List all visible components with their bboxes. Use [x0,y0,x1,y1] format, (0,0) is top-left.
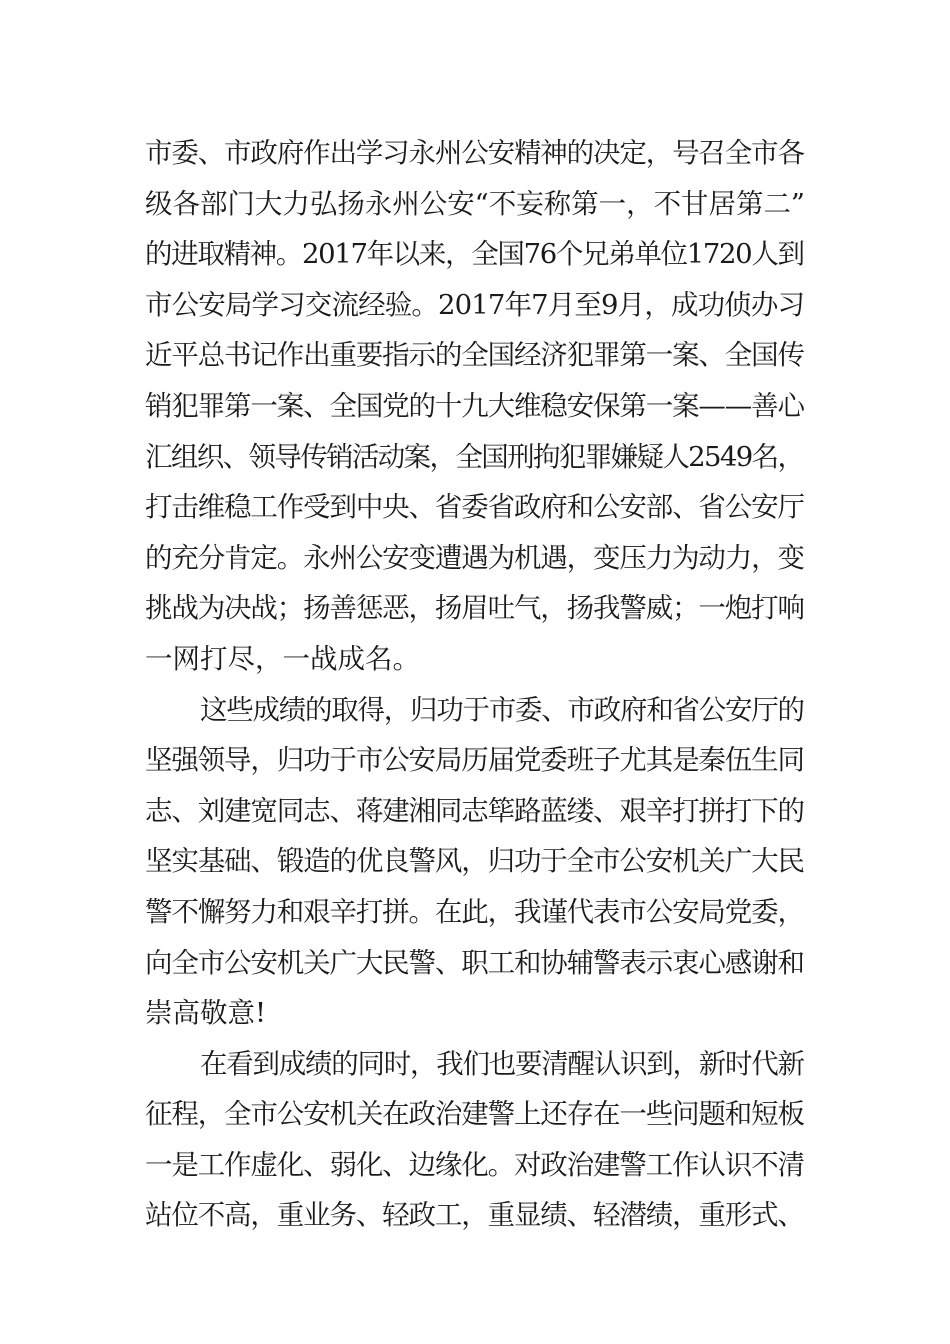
line-text: 坚实基础、锻造的优良警风，归功于全市公安机关广大民 [145,845,804,878]
text-line [145,634,805,685]
line-text: 志、刘建宽同志、蒋建湘同志筚路蓝缕、艰辛打拼打下的 [145,794,804,827]
line-text: 近平总书记作出重要指示的全国经济犯罪第一案、全国传 [145,339,804,372]
line-text: 警不懈努力和艰辛打拼。在此，我谨代表市公安局党委， [145,895,804,928]
text-line [145,988,805,1039]
text-line [145,685,805,736]
body-text [145,128,805,1241]
line-text: 一是工作虚化、弱化、边缘化。对政治建警工作认识不清 [145,1148,804,1181]
line-text: 的进取精神。2017年以来，全国76个兄弟单位1720人到 [145,238,804,271]
text-line [145,836,805,887]
text-line [145,179,805,230]
text-line [145,1089,805,1140]
line-text: 这些成绩的取得，归功于市委、市政府和省公安厅的 [200,693,804,726]
text-line [145,583,805,634]
line-text: 向全市公安机关广大民警、职工和协辅警表示衷心感谢和 [145,946,804,979]
line-text: 在看到成绩的同时，我们也要清醒认识到，新时代新 [200,1047,804,1080]
text-line [145,1140,805,1191]
text-line [145,1190,805,1241]
text-line [145,482,805,533]
line-text: 销犯罪第一案、全国党的十九大维稳安保第一案——善心 [145,389,804,422]
text-line [145,280,805,331]
line-text: 站位不高，重业务、轻政工，重显绩、轻潜绩，重形式、 [145,1199,804,1232]
text-line [145,786,805,837]
line-text: 汇组织、领导传销活动案，全国刑拘犯罪嫌疑人2549名， [145,440,804,473]
text-line [145,381,805,432]
text-line [145,533,805,584]
text-line [145,432,805,483]
line-text: 一网打尽，一战成名。 [145,642,420,675]
line-text: 挑战为决战；扬善惩恶，扬眉吐气，扬我警威；一炮打响 [145,592,804,625]
text-line [145,330,805,381]
line-text: 坚强领导，归功于市公安局历届党委班子尤其是秦伍生同 [145,744,804,777]
line-text: 征程，全市公安机关在政治建警上还存在一些问题和短板 [145,1098,804,1131]
line-text: 级各部门大力弘扬永州公安“不妄称第一，不甘居第二” [145,187,805,220]
text-line [145,128,805,179]
line-text: 打击维稳工作受到中央、省委省政府和公安部、省公安厅 [145,491,804,524]
line-text: 市委、市政府作出学习永州公安精神的决定，号召全市各 [145,137,804,169]
text-line [145,229,805,280]
text-line [145,1039,805,1090]
text-line [145,938,805,989]
text-line [145,887,805,938]
text-line [145,735,805,786]
line-text: 崇高敬意! [145,997,267,1030]
line-text: 市公安局学习交流经验。2017年7月至9月，成功侦办习 [145,288,805,321]
line-text: 的充分肯定。永州公安变遭遇为机遇，变压力为动力，变 [145,541,804,574]
